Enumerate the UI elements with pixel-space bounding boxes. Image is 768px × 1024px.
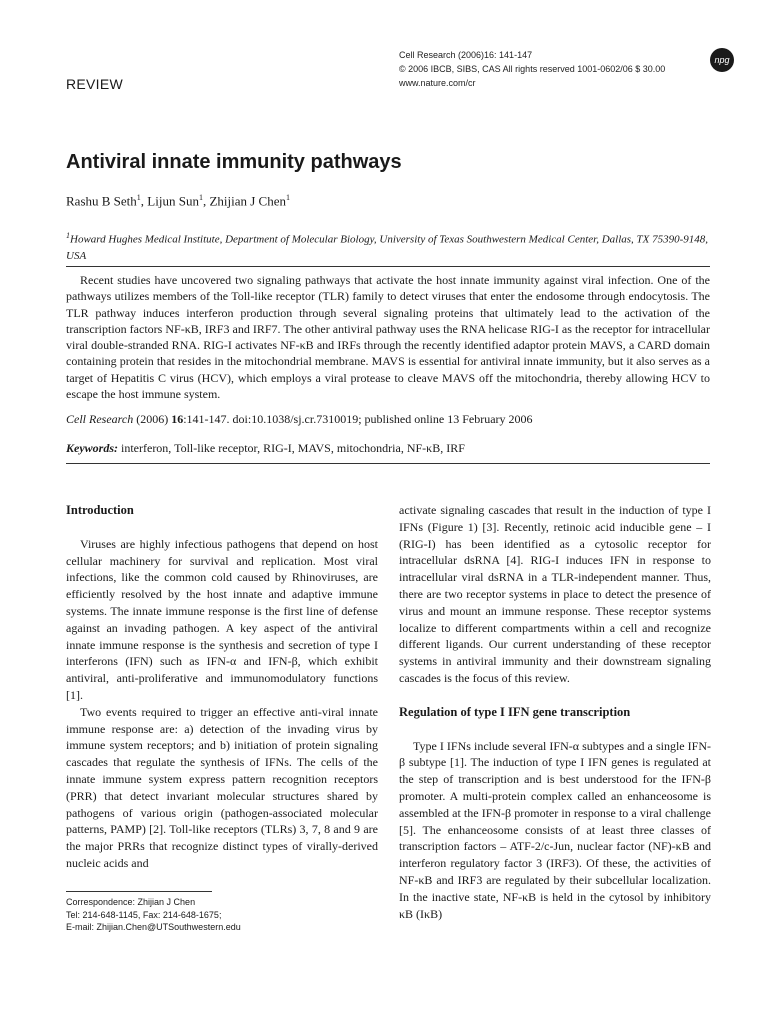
affiliation-text: Howard Hughes Medical Institute, Department of Molecular Biology, University of Texas Southwestern Medical Center, Dallas, TX 75390-9148, USA	[66, 233, 709, 262]
keywords-rule	[66, 463, 710, 464]
footnote-rule	[66, 891, 212, 892]
npg-logo: npg	[710, 48, 734, 72]
citation-journal: Cell Research	[66, 412, 134, 426]
copyright-line: © 2006 IBCB, SIBS, CAS All rights reserved 1001-0602/06 $ 30.00	[399, 64, 666, 74]
author-affiliation-mark: 1	[136, 193, 141, 202]
left-column	[66, 502, 378, 872]
author-affiliation-mark: 1	[286, 193, 290, 202]
citation-details: :141-147. doi:10.1038/sj.cr.7310019; published online 13 February 2006	[183, 412, 533, 426]
author-affiliation-mark: 1	[198, 193, 203, 202]
introduction-heading: Introduction	[66, 503, 134, 517]
affiliation	[66, 228, 710, 264]
author-name: Zhijian J Chen	[209, 193, 286, 209]
body-paragraph: Type I IFNs include several IFN-α subtypes and a single IFN-β subtype [1]. The induction of type I IFN genes is regulated at the step of transcription and is best understood for the IFN-β promoter. A multi-protein complex called an enhanceosome is assembled at the IFN-β promoter in response to a viral challenge [5]. The enhanceosome consists of at least three classes of transcription factors – ATF-2/c-Jun, nuclear factor (NF)-κB and interferon regulatory factor 3 (IRF3). Of these, the activities of NF-κB and IRF3 are regulated by their subcellular localization. In the inactive state, NF-κB is held in the cytosol by inhibitory κB (IκB)	[399, 738, 711, 921]
correspondence-footnote	[66, 896, 366, 934]
affiliation-mark: 1	[66, 231, 70, 240]
correspondence-name: Correspondence: Zhijian J Chen	[66, 897, 196, 907]
keywords-text: interferon, Toll-like receptor, RIG-I, MAVS, mitochondria, NF-κB, IRF	[121, 441, 465, 455]
correspondence-email[interactable]: E-mail: Zhijian.Chen@UTSouthwestern.edu	[66, 922, 241, 932]
author-name: Lijun Sun	[147, 193, 199, 209]
body-paragraph: activate signaling cascades that result in the induction of type I IFNs (Figure 1) [3]. Recently, retinoic acid inducible gene – I (RIG-I) has been identified as a cytosolic receptor for intracellular dsRNA [4]. RIG-I induces IFN in response to intracellular viral dsRNA in a TLR-independent manner. Thus, there are two receptor systems in place to detect the presence of virus and mount an immune response. These receptor systems localize to different compartments within a cell and recognize different ligands. Our current understanding of these receptor systems in antiviral immunity and their downstream signaling cascades is the focus of this review.	[399, 503, 711, 685]
correspondence-phone: Tel: 214-648-1145, Fax: 214-648-1675;	[66, 909, 222, 920]
citation-volume: 16	[171, 412, 184, 426]
section-heading: Regulation of type I IFN gene transcription	[399, 704, 631, 719]
journal-header	[399, 48, 665, 90]
abstract-rule	[66, 266, 710, 267]
body-paragraph: Two events required to trigger an effective anti-viral innate immune response are: a) detection of the invading virus by immune system receptors; and b) initiation of protein signaling cascades that regulate the synthesis of IFNs. The cells of the innate immune system express pattern recognition receptors (PRR) that detect invariant molecular structures shared by pathogens of various origin (pathogen-associated molecular patterns, PAMP) [2]. Toll-like receptors (TLRs) 3, 7, 8 and 9 are the major PRRs that recognize distinct types of virally-derived nucleic acids and	[66, 704, 378, 870]
journal-line: Cell Research (2006)16: 141-147	[399, 50, 533, 60]
keywords-label: Keywords:	[66, 441, 118, 455]
journal-url[interactable]: www.nature.com/cr	[399, 78, 476, 88]
body-paragraph: Viruses are highly infectious pathogens that depend on host cellular machinery for survival and replication. Most viral infections, like the common cold caused by Rhinoviruses, are efficiently resolved by the host innate and adaptive immune systems. The innate immune response is the first line of defense against an invading pathogen. A key aspect of the antiviral innate immune response is the synthesis and secretion of type I interferons (IFN) such as IFN-α and IFN-β, which exhibit antiviral, anti-proliferative and immunomodulatory functions [1].	[66, 536, 378, 702]
author-list: Rashu B Seth$^1$, Lijun Sun$^1$, Zhijian J Chen$^1$	[66, 193, 290, 209]
article-title: Antiviral innate immunity pathways	[66, 151, 402, 173]
keywords-line	[66, 441, 465, 456]
citation-line	[66, 412, 533, 427]
right-column	[399, 502, 711, 922]
abstract: Recent studies have uncovered two signaling pathways that activate the host innate immunity against viral infection. One of the pathways utilizes members of the Toll-like receptor (TLR) family to detect viruses that enter the endosome through endocytosis. The TLR pathway induces interferon production through several signaling proteins that ultimately lead to the activation of the transcription factors NF-κB, IRF3 and IRF7. The other antiviral pathway uses the RNA helicase RIG-I as the receptor for intracellular viral double-stranded RNA. RIG-I activates NF-κB and IRFs through the recently identified adaptor protein MAVS, a CARD domain containing protein that resides in the mitochondrial membrane. MAVS is essential for antiviral innate immunity, but it also serves as a target of Hepatitis C virus (HCV), which employs a viral protease to cleave MAVS off the mitochondria, thereby allowing HCV to escape the host immune system.	[66, 273, 710, 402]
section-label: REVIEW	[66, 76, 124, 92]
author-name: Rashu B Seth	[66, 193, 137, 209]
citation-year: (2006)	[136, 412, 169, 426]
